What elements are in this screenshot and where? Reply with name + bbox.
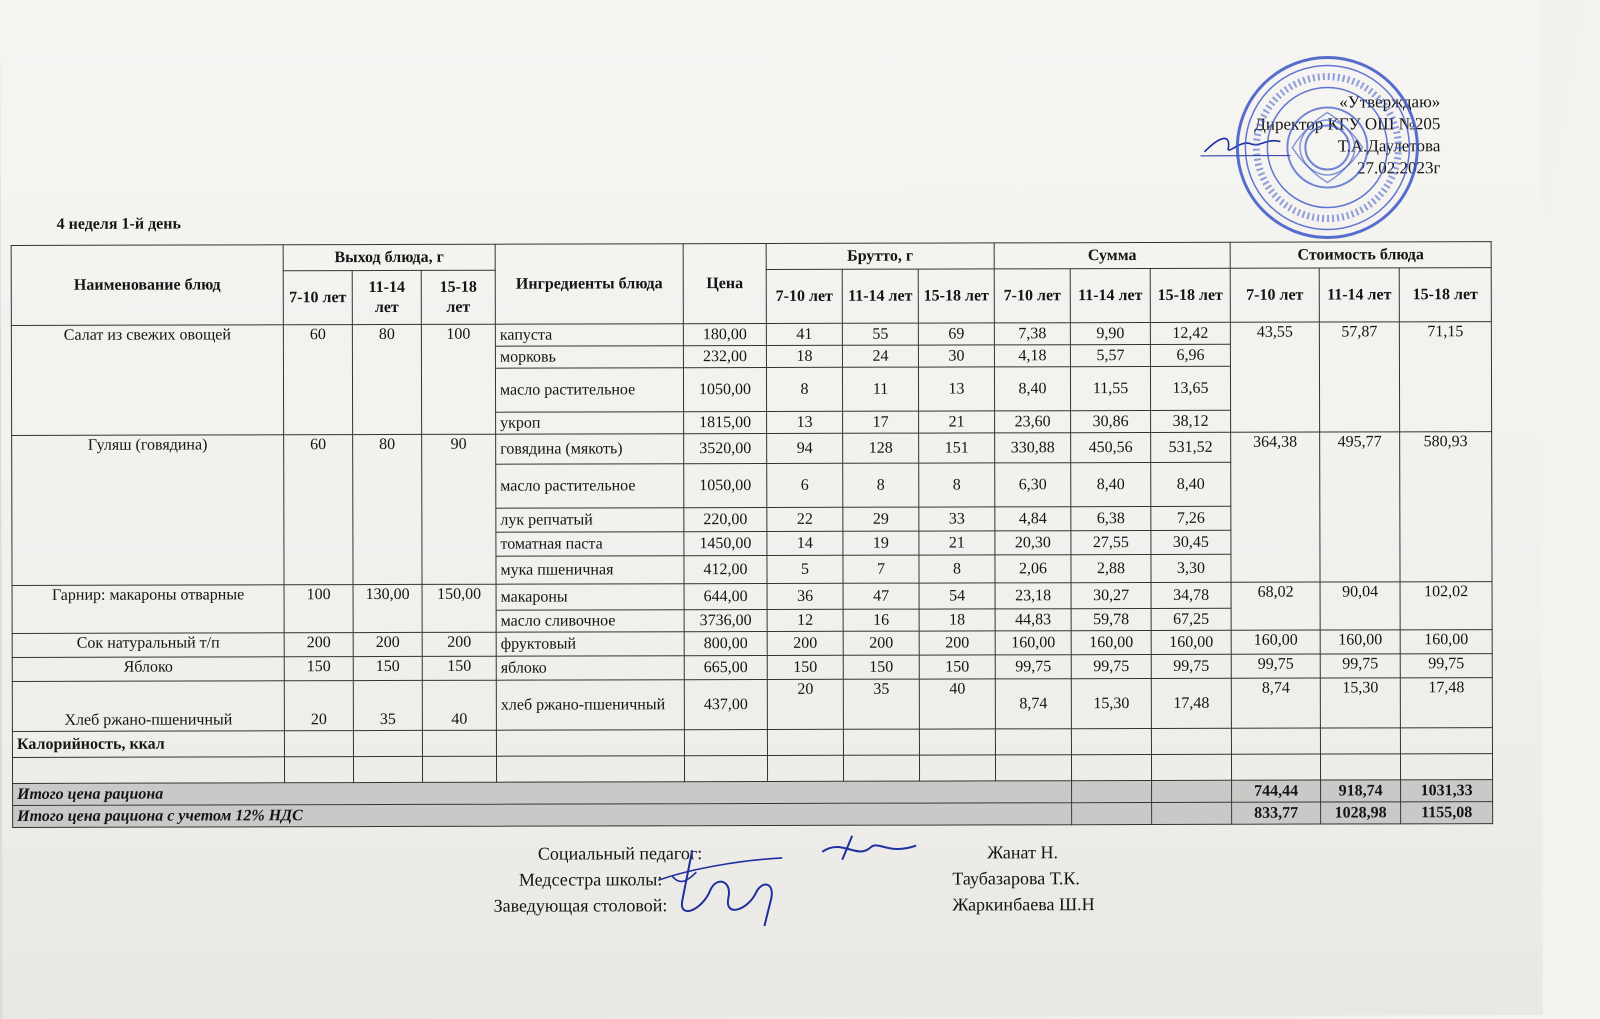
- ingredient-name: морковь: [495, 346, 683, 368]
- signer-name: Жанат Н.: [987, 842, 1058, 863]
- header-age-age3: 15-18 лет: [1150, 268, 1230, 322]
- dish-yield: 150: [284, 657, 353, 681]
- dish-cost: 99,75: [1231, 654, 1320, 678]
- dish-cost: 160,00: [1231, 630, 1320, 654]
- ingredient-price: 1050,00: [683, 367, 766, 411]
- signature-social-pedagog-icon: [812, 830, 922, 870]
- header-brutto: Брутто, г: [766, 243, 994, 270]
- ingredient-brutto: 8: [843, 463, 919, 507]
- blank-row: [12, 754, 1492, 784]
- calories-cell: [353, 730, 422, 756]
- dish-cost: 160,00: [1320, 630, 1400, 654]
- ingredient-name: хлеб ржано-пшеничный: [496, 680, 684, 730]
- ingredient-brutto: 24: [842, 345, 918, 367]
- ingredient-sum: 30,45: [1151, 530, 1231, 554]
- ingredient-brutto: 12: [767, 609, 843, 631]
- ingredient-name: масло сливочное: [496, 610, 684, 632]
- ingredient-sum: 17,48: [1151, 678, 1231, 728]
- dish-yield: 90: [422, 434, 496, 584]
- dish-yield: 40: [422, 680, 496, 730]
- header-age-age3: 15-18 лет: [421, 270, 495, 324]
- header-age-age3: 15-18 лет: [918, 269, 994, 323]
- header-age-age2: 11-14 лет: [352, 270, 421, 324]
- dish-name: Сок натуральный т/п: [12, 633, 284, 658]
- ingredient-brutto: 14: [767, 531, 843, 555]
- dish-yield: 35: [353, 680, 422, 730]
- ingredient-sum: 8,40: [994, 367, 1070, 411]
- signer-name: Таубазарова Т.К.: [952, 868, 1080, 889]
- ingredient-brutto: 128: [843, 433, 919, 463]
- ingredient-brutto: 150: [919, 655, 995, 679]
- blank-cell: [353, 756, 422, 782]
- ingredient-price: 220,00: [684, 507, 767, 531]
- ingredient-sum: 2,88: [1071, 554, 1151, 582]
- ingredient-brutto: 47: [843, 583, 919, 609]
- ingredient-brutto: 17: [843, 411, 919, 433]
- ingredient-sum: 27,55: [1071, 530, 1151, 554]
- blank-cell: [1320, 754, 1400, 780]
- ingredient-sum: 13,65: [1150, 366, 1230, 410]
- ingredient-sum: 531,52: [1151, 432, 1231, 462]
- calories-cell: [767, 729, 843, 755]
- ingredient-brutto: 151: [919, 433, 995, 463]
- total-blank: [1152, 780, 1232, 802]
- approval-position: Директор КГУ ОШ №205: [1254, 114, 1441, 134]
- ingredient-sum: 4,18: [994, 345, 1070, 367]
- ingredient-sum: 23,18: [995, 583, 1071, 609]
- approval-heading: «Утверждаю»: [1339, 92, 1441, 112]
- ingredient-brutto: 54: [919, 583, 995, 609]
- ingredient-brutto: 6: [767, 463, 843, 507]
- header-dish-name: Наименование блюд: [11, 245, 283, 326]
- calories-cell: [284, 731, 353, 757]
- table-row: [12, 432, 1492, 466]
- ingredient-sum: 330,88: [995, 433, 1071, 463]
- total-value: 744,44: [1232, 780, 1321, 802]
- header-age-age1: 7-10 лет: [283, 271, 352, 325]
- ingredient-sum: 160,00: [1151, 630, 1231, 654]
- header-cost: Стоимость блюда: [1230, 242, 1491, 269]
- ingredient-sum: 8,74: [995, 679, 1071, 729]
- ingredient-brutto: 7: [843, 555, 919, 583]
- calories-cell: [843, 729, 919, 755]
- dish-cost: 495,77: [1320, 432, 1400, 582]
- blank-cell: [1071, 754, 1151, 780]
- ingredient-name: яблоко: [496, 656, 684, 680]
- blank-cell: [496, 756, 684, 782]
- header-yield: Выход блюда, г: [283, 244, 495, 271]
- ingredient-price: 3736,00: [684, 609, 767, 631]
- ingredient-sum: 59,78: [1071, 608, 1151, 630]
- calories-row: [12, 728, 1492, 758]
- blank-cell: [995, 755, 1071, 781]
- ingredient-name: мука пшеничная: [496, 556, 684, 584]
- ingredient-price: 644,00: [684, 583, 767, 609]
- dish-cost: 68,02: [1231, 582, 1320, 630]
- ingredient-brutto: 29: [843, 507, 919, 531]
- ingredient-price: 1050,00: [684, 463, 767, 507]
- header-age-age2: 11-14 лет: [842, 269, 918, 323]
- table-row: [11, 322, 1491, 348]
- dish-name: Хлеб ржано-пшеничный: [12, 681, 284, 732]
- calories-cell: [995, 729, 1071, 755]
- total-value: 1155,08: [1401, 802, 1493, 824]
- dish-yield: 200: [353, 632, 422, 656]
- menu-table: [11, 241, 1494, 828]
- ingredient-brutto: 200: [843, 631, 919, 655]
- dish-name: Яблоко: [12, 657, 284, 682]
- ingredient-brutto: 30: [918, 345, 994, 367]
- ingredient-name: укроп: [496, 412, 684, 434]
- ingredient-brutto: 18: [919, 609, 995, 631]
- dish-name: Гуляш (говядина): [12, 435, 284, 586]
- ingredient-brutto: 55: [842, 323, 918, 345]
- official-stamp-icon: [1232, 52, 1422, 242]
- ingredient-sum: 23,60: [995, 411, 1071, 433]
- ingredient-sum: 12,42: [1150, 322, 1230, 344]
- director-name: Т.А.Даулетова: [1337, 136, 1441, 156]
- ingredient-name: говядина (мякоть): [496, 434, 684, 464]
- dish-yield: 60: [284, 435, 353, 585]
- dish-yield: 80: [352, 324, 421, 434]
- total-value: 833,77: [1232, 802, 1321, 824]
- total-blank: [1072, 802, 1152, 824]
- total-label: Итого цена рациона с учетом 12% НДС: [13, 803, 1072, 828]
- ingredient-sum: 7,38: [994, 323, 1070, 345]
- ingredient-sum: 38,12: [1151, 410, 1231, 432]
- ingredient-sum: 8,40: [1071, 462, 1151, 506]
- ingredient-sum: 6,96: [1150, 344, 1230, 366]
- blank-cell: [1400, 754, 1492, 780]
- ingredient-price: 1815,00: [684, 411, 767, 433]
- dish-yield: 100: [421, 324, 495, 434]
- total-value: 1031,33: [1401, 780, 1493, 802]
- dish-yield: 150: [422, 656, 496, 680]
- total-value: 918,74: [1321, 780, 1401, 802]
- dish-cost: 99,75: [1320, 654, 1400, 678]
- header-age-age2: 11-14 лет: [1070, 268, 1150, 322]
- dish-name: Салат из свежих овощей: [11, 325, 283, 436]
- dish-cost: 90,04: [1320, 582, 1400, 630]
- total-blank: [1072, 780, 1152, 802]
- ingredient-sum: 2,06: [995, 555, 1071, 583]
- dish-yield: 150,00: [422, 584, 496, 632]
- signer-role: Заведующая столовой:: [493, 895, 668, 916]
- dish-name: Гарнир: макароны отварные: [12, 585, 284, 634]
- signer-row: [432, 891, 1192, 919]
- header-age-age1: 7-10 лет: [994, 269, 1070, 323]
- ingredient-sum: 20,30: [995, 531, 1071, 555]
- signer-role: Медсестра школы:: [518, 869, 663, 890]
- ingredient-brutto: 8: [919, 555, 995, 583]
- ingredient-brutto: 36: [767, 583, 843, 609]
- total-label: Итого цена рациона: [13, 781, 1072, 806]
- ingredient-price: 232,00: [683, 345, 766, 367]
- blank-cell: [919, 755, 995, 781]
- ingredient-sum: 160,00: [995, 631, 1071, 655]
- ingredient-price: 1450,00: [684, 531, 767, 555]
- dish-yield: 60: [283, 325, 352, 435]
- day-title: 4 неделя 1-й день: [56, 215, 181, 233]
- ingredient-brutto: 35: [843, 679, 919, 729]
- dish-yield: 200: [422, 632, 496, 656]
- calories-cell: [496, 730, 684, 756]
- ingredient-brutto: 8: [919, 463, 995, 507]
- ingredient-name: капуста: [495, 324, 683, 346]
- calories-cell: [1151, 728, 1231, 754]
- ingredient-sum: 8,40: [1151, 462, 1231, 506]
- approval-date: 27.02.2023г: [1356, 158, 1441, 178]
- ingredient-price: 3520,00: [684, 433, 767, 463]
- dish-yield: 80: [353, 434, 422, 584]
- ingredient-sum: 30,86: [1071, 410, 1151, 432]
- dish-cost: 102,02: [1400, 582, 1492, 630]
- ingredient-sum: 6,38: [1071, 506, 1151, 530]
- dish-cost: 8,74: [1231, 678, 1320, 728]
- blank-cell: [684, 755, 767, 781]
- ingredient-name: макароны: [496, 584, 684, 610]
- ingredient-brutto: 13: [918, 367, 994, 411]
- ingredient-sum: 15,30: [1071, 678, 1151, 728]
- header-ingredients: Ингредиенты блюда: [495, 244, 683, 324]
- ingredient-sum: 3,30: [1151, 554, 1231, 582]
- ingredient-sum: 99,75: [1071, 654, 1151, 678]
- ingredient-price: 180,00: [683, 323, 766, 345]
- signer-role: Социальный педагог:: [537, 843, 703, 864]
- ingredient-brutto: 16: [843, 609, 919, 631]
- ingredient-brutto: 200: [767, 631, 843, 655]
- ingredient-name: масло растительное: [495, 368, 683, 412]
- ingredient-sum: 4,84: [995, 507, 1071, 531]
- calories-label: Калорийность, ккал: [12, 731, 284, 758]
- dish-cost: 71,15: [1399, 322, 1491, 432]
- blank-cell: [284, 757, 353, 783]
- ingredient-brutto: 20: [767, 679, 843, 729]
- ingredient-brutto: 8: [766, 367, 842, 411]
- ingredient-name: томатная паста: [496, 532, 684, 556]
- blank-cell: [12, 757, 284, 784]
- ingredient-sum: 99,75: [995, 655, 1071, 679]
- calories-cell: [684, 729, 767, 755]
- header-sum: Сумма: [994, 242, 1230, 269]
- dish-cost: 580,93: [1400, 432, 1492, 582]
- ingredient-price: 412,00: [684, 555, 767, 583]
- header-age-age1: 7-10 лет: [1230, 268, 1319, 322]
- signer-name: Жаркинбаева Ш.Н: [952, 894, 1095, 915]
- ingredient-name: лук репчатый: [496, 508, 684, 532]
- ingredient-sum: 7,26: [1151, 506, 1231, 530]
- ingredient-sum: 99,75: [1151, 654, 1231, 678]
- total-blank: [1152, 802, 1232, 824]
- ingredient-sum: 6,30: [995, 463, 1071, 507]
- ingredient-brutto: 150: [843, 655, 919, 679]
- dish-yield: 100: [284, 585, 353, 633]
- signature-cafeteria-icon: [652, 840, 792, 930]
- table-row: [12, 678, 1492, 732]
- ingredient-brutto: 21: [919, 531, 995, 555]
- calories-cell: [1231, 728, 1320, 754]
- dish-cost: 17,48: [1400, 678, 1492, 728]
- blank-cell: [422, 756, 496, 782]
- ingredient-brutto: 11: [842, 367, 918, 411]
- ingredient-brutto: 13: [767, 411, 843, 433]
- dish-cost: 160,00: [1400, 630, 1492, 654]
- dish-cost: 364,38: [1231, 432, 1320, 582]
- header-age-age1: 7-10 лет: [766, 269, 842, 323]
- ingredient-brutto: 150: [767, 655, 843, 679]
- ingredient-brutto: 69: [918, 323, 994, 345]
- ingredient-brutto: 22: [767, 507, 843, 531]
- ingredient-sum: 30,27: [1071, 582, 1151, 608]
- blank-cell: [1231, 754, 1320, 780]
- total-value: 1028,98: [1321, 802, 1401, 824]
- blank-cell: [1151, 754, 1231, 780]
- calories-cell: [1320, 728, 1400, 754]
- dish-cost: 15,30: [1320, 678, 1400, 728]
- ingredient-sum: 34,78: [1151, 582, 1231, 608]
- header-age-age2: 11-14 лет: [1319, 268, 1399, 322]
- ingredient-brutto: 40: [919, 679, 995, 729]
- ingredient-price: 437,00: [684, 679, 767, 729]
- calories-cell: [1400, 728, 1492, 754]
- calories-cell: [422, 730, 496, 756]
- ingredient-sum: 9,90: [1070, 322, 1150, 344]
- ingredient-sum: 11,55: [1070, 366, 1150, 410]
- ingredient-sum: 160,00: [1071, 630, 1151, 654]
- blank-cell: [843, 755, 919, 781]
- dish-cost: 99,75: [1400, 654, 1492, 678]
- total-row: [13, 802, 1493, 828]
- dish-yield: 150: [353, 656, 422, 680]
- table-row: [12, 582, 1492, 612]
- calories-cell: [919, 729, 995, 755]
- ingredient-sum: 44,83: [995, 609, 1071, 631]
- ingredient-brutto: 41: [766, 323, 842, 345]
- calories-cell: [1071, 728, 1151, 754]
- blank-cell: [767, 755, 843, 781]
- ingredient-name: фруктовый: [496, 632, 684, 656]
- dish-yield: 200: [284, 633, 353, 657]
- ingredient-brutto: 200: [919, 631, 995, 655]
- ingredient-brutto: 21: [919, 411, 995, 433]
- ingredient-name: масло растительное: [496, 464, 684, 508]
- dish-yield: 130,00: [353, 584, 422, 632]
- ingredient-brutto: 33: [919, 507, 995, 531]
- dish-yield: 20: [284, 681, 353, 731]
- header-age-age3: 15-18 лет: [1399, 268, 1491, 322]
- dish-cost: 57,87: [1319, 322, 1399, 432]
- ingredient-brutto: 19: [843, 531, 919, 555]
- ingredient-sum: 450,56: [1071, 432, 1151, 462]
- ingredient-brutto: 18: [766, 345, 842, 367]
- dish-cost: 43,55: [1230, 322, 1319, 432]
- ingredient-sum: 67,25: [1151, 608, 1231, 630]
- header-price: Цена: [683, 243, 766, 323]
- ingredient-brutto: 5: [767, 555, 843, 583]
- ingredient-brutto: 94: [767, 433, 843, 463]
- ingredient-sum: 5,57: [1070, 344, 1150, 366]
- ingredient-price: 665,00: [684, 655, 767, 679]
- ingredient-price: 800,00: [684, 631, 767, 655]
